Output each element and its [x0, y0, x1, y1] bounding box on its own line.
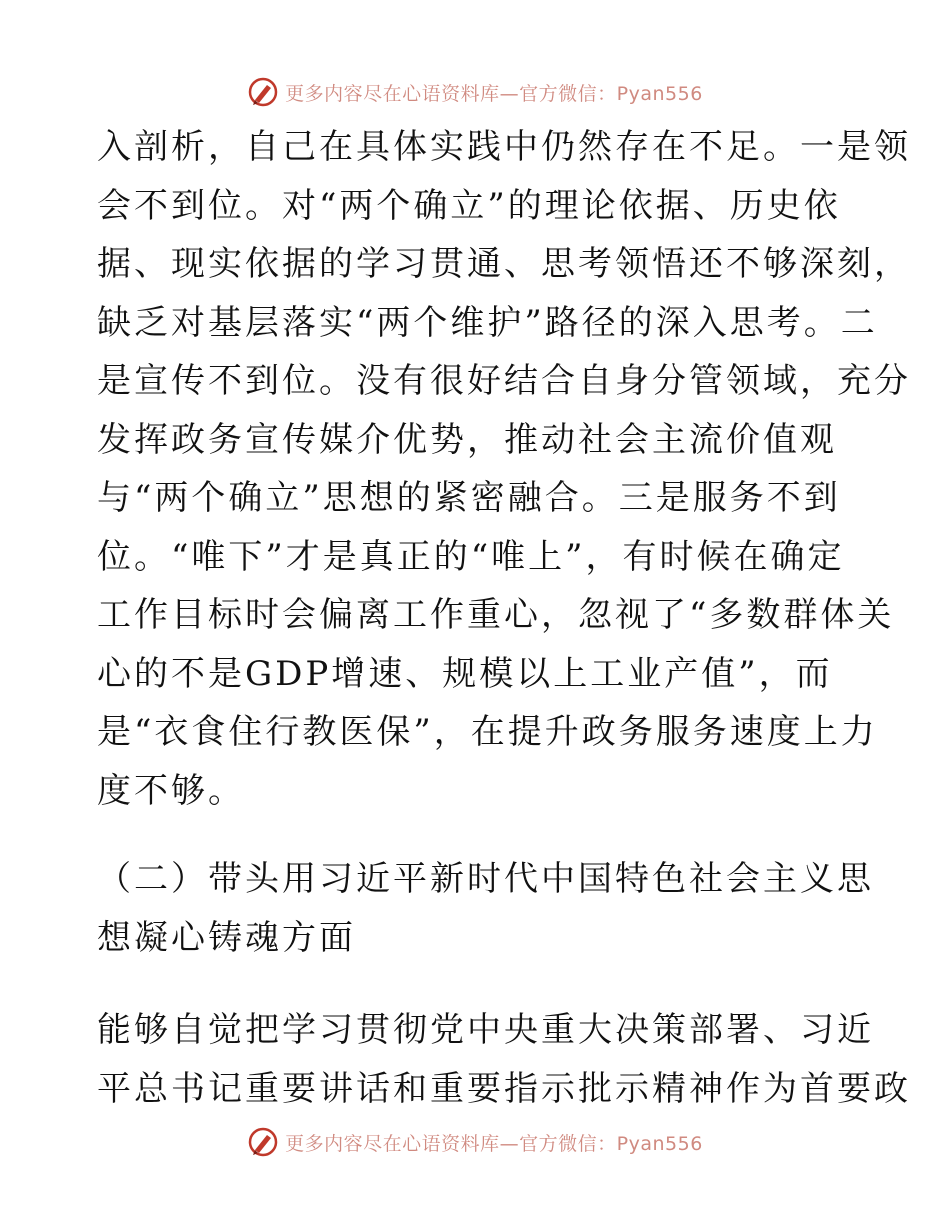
section-heading	[97, 850, 874, 967]
text-line: 工作目标时会偏离工作重心，忽视了“多数群体关	[97, 595, 895, 635]
watermark-header	[0, 72, 950, 112]
text-line: 心的不是GDP增速、规模以上工业产值”，而	[97, 653, 833, 694]
text-line: 缺乏对基层落实“两个维护”路径的深入思考。二	[97, 302, 878, 343]
heading-line: （二）带头用习近平新时代中国特色社会主义思	[97, 859, 874, 899]
paragraph-2	[97, 1001, 911, 1118]
text-line: 入剖析，自己在具体实践中仍然存在不足。一是领	[97, 127, 911, 167]
document-body	[97, 118, 911, 1118]
text-line: 度不够。	[97, 770, 245, 811]
watermark-text: 更多内容尽在心语资料库—官方微信：Pyan556	[285, 1132, 703, 1155]
text-line: 是“衣食住行教医保”，在提升政务服务速度上力	[97, 712, 878, 752]
text-line: 与“两个确立”思想的紧密融合。三是服务不到	[97, 478, 841, 518]
text-line: 平总书记重要讲话和重要指示批示精神作为首要政	[97, 1068, 911, 1109]
text-line: 位。“唯下”才是真正的“唯上”，有时候在确定	[97, 536, 845, 577]
pen-logo-icon	[247, 76, 279, 108]
watermark-text: 更多内容尽在心语资料库—官方微信：Pyan556	[285, 82, 703, 105]
paragraph-1	[97, 118, 911, 820]
pen-logo-icon	[247, 1126, 279, 1158]
text-line: 能够自觉把学习贯彻党中央重大决策部署、习近	[97, 1010, 874, 1050]
text-line: 据、现实依据的学习贯通、思考领悟还不够深刻，	[97, 244, 911, 284]
text-line: 发挥政务宣传媒介优势，推动社会主流价值观	[97, 419, 837, 460]
heading-line: 想凝心铸魂方面	[97, 917, 356, 958]
text-line: 是宣传不到位。没有很好结合自身分管领域，充分	[97, 361, 911, 401]
text-line: 会不到位。对“两个确立”的理论依据、历史依	[97, 185, 841, 226]
watermark-footer	[0, 1122, 950, 1162]
